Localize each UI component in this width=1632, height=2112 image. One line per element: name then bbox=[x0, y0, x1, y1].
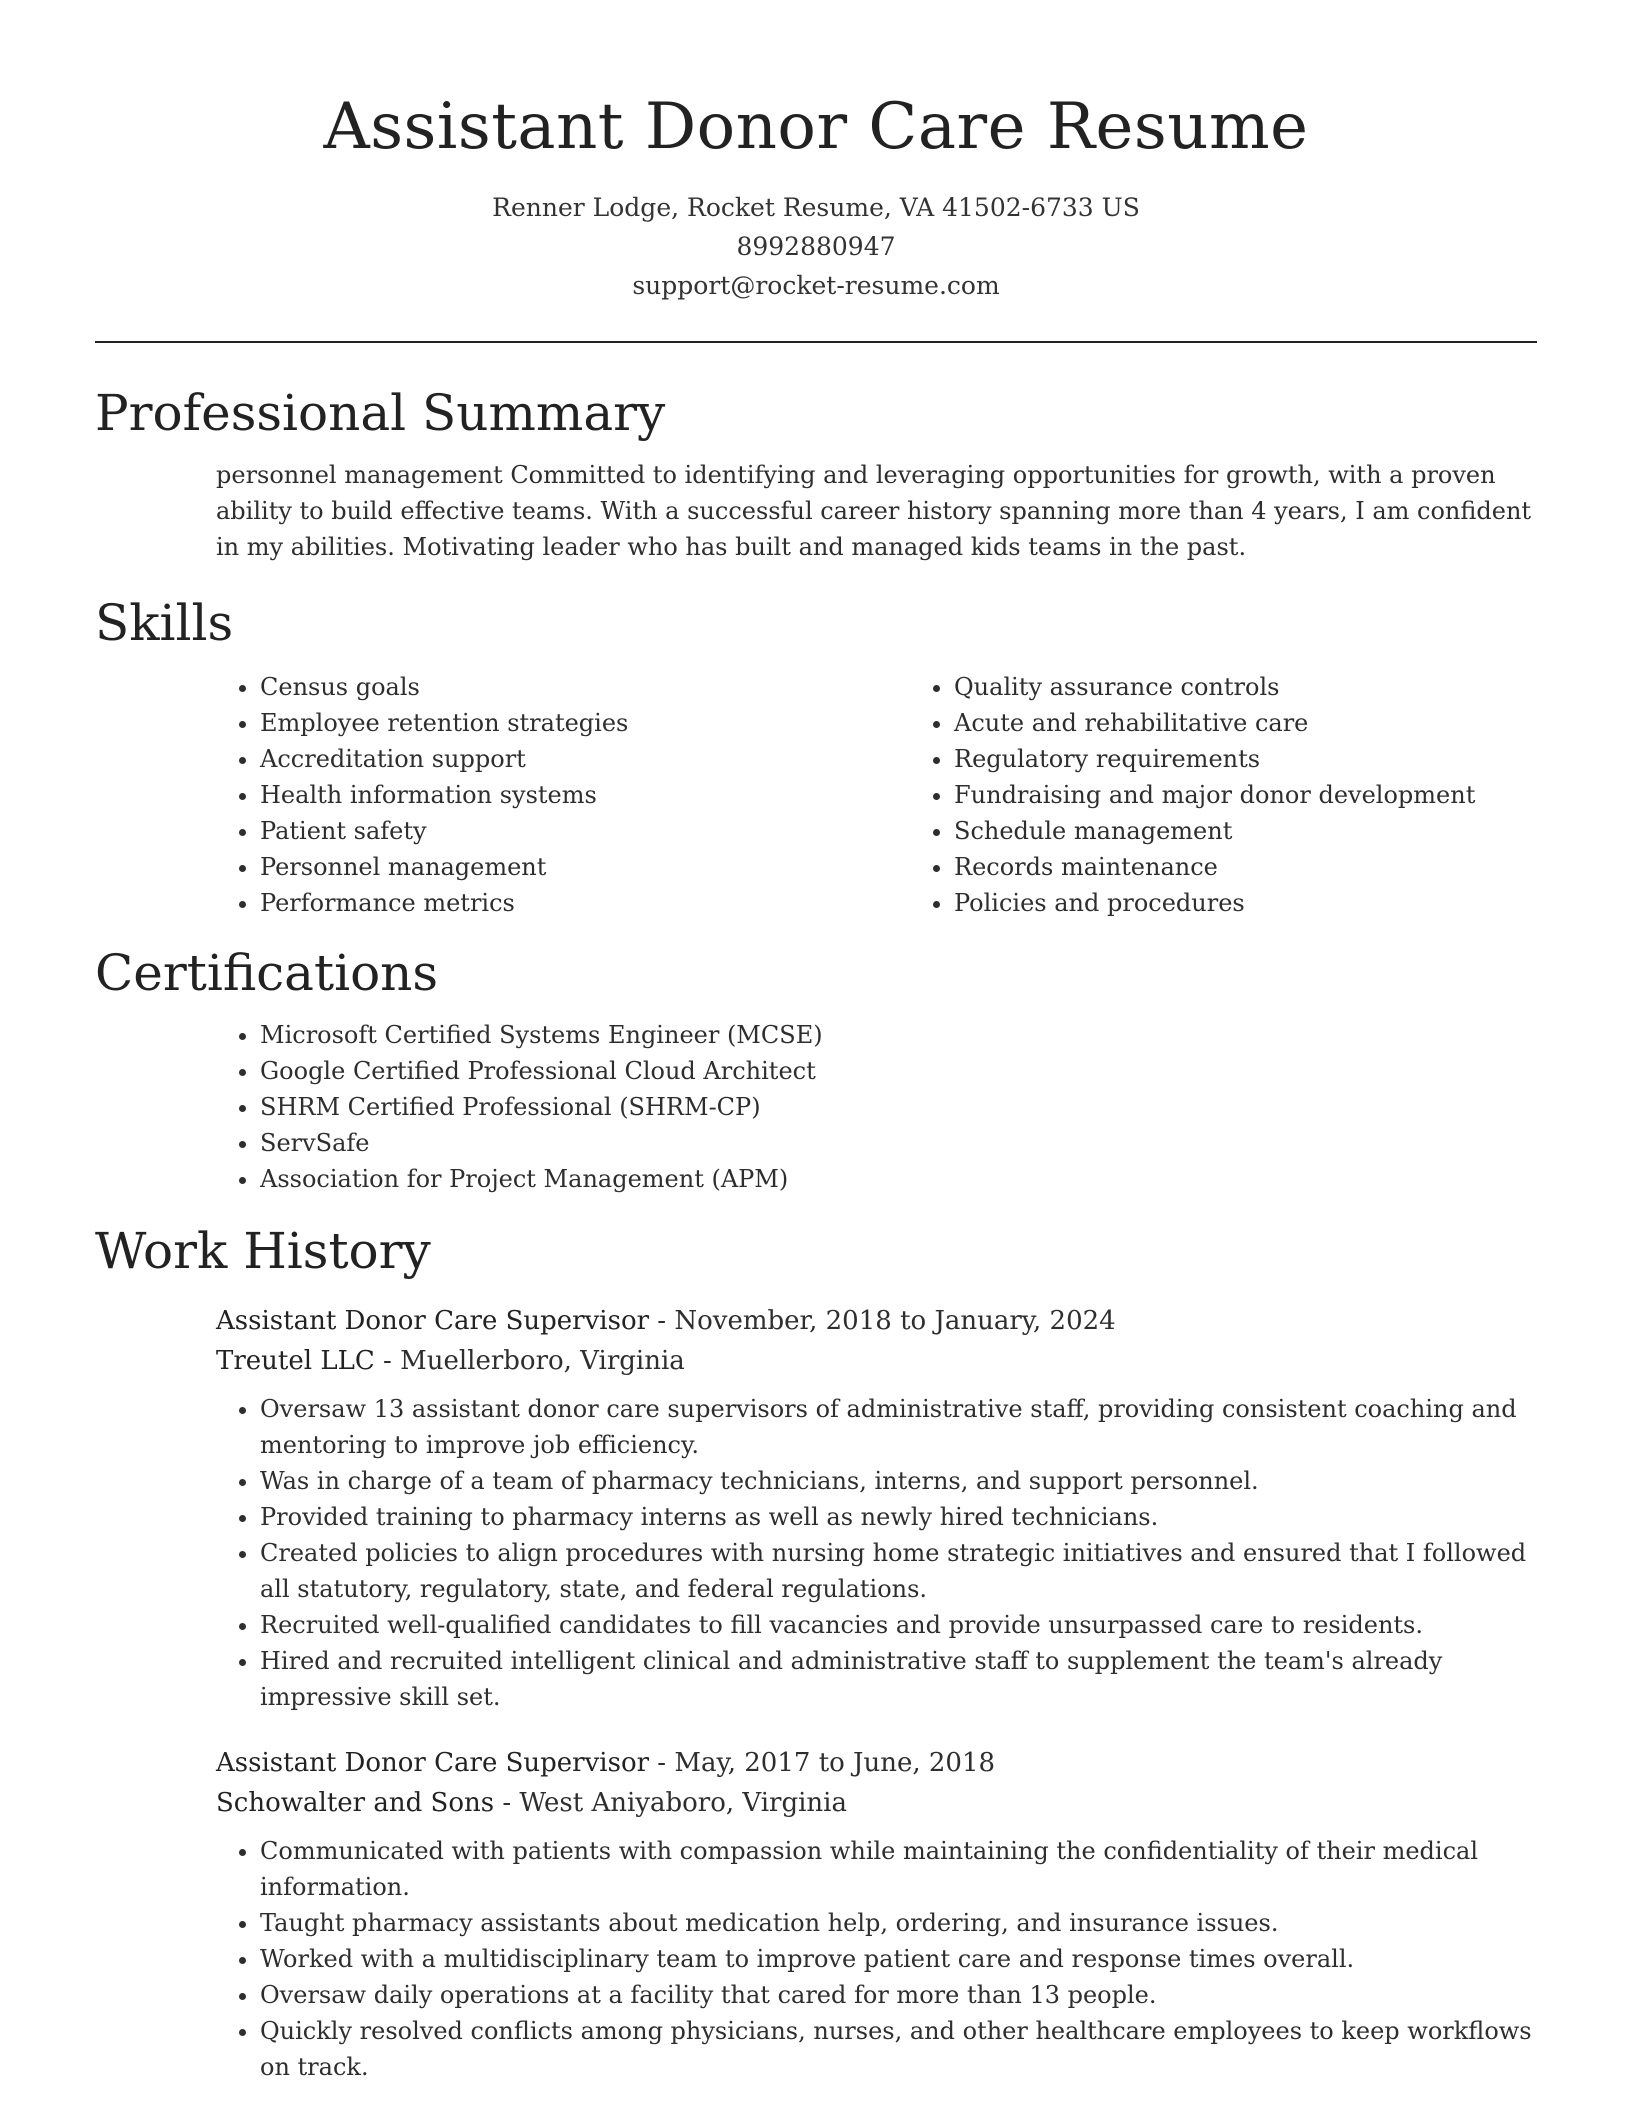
contact-email: support@rocket-resume.com bbox=[632, 271, 1000, 300]
summary-heading: Professional Summary bbox=[95, 384, 666, 442]
job-separator: - bbox=[649, 1748, 675, 1778]
job-title-line bbox=[216, 1743, 1537, 1783]
skills-heading: Skills bbox=[95, 594, 234, 652]
skills-list-right bbox=[910, 669, 1537, 921]
job-bullet: • Created policies to align procedures with nursing home strategic initiatives and ensured that I followed all statutory, regulatory, state, and federal regulations. bbox=[260, 1535, 1537, 1607]
skills-section bbox=[95, 593, 1537, 921]
skills-list-left bbox=[216, 669, 910, 921]
summary-text: personnel management Committed to identifying and leveraging opportunities for growth, with a proven ability to build effective teams. With a successful career history spanning more than 4 years, I am confident in my abilities. Motivating leader who has built and managed kids teams in the past. bbox=[216, 461, 1532, 561]
certifications-list bbox=[216, 1017, 1537, 1197]
skill-item: • Fundraising and major donor development bbox=[954, 777, 1537, 813]
job-bullet: • Worked with a multidisciplinary team to improve patient care and response times overall. bbox=[260, 1941, 1537, 1977]
job-location: Muellerboro, Virginia bbox=[400, 1346, 685, 1376]
skill-item: • Regulatory requirements bbox=[954, 741, 1537, 777]
job-title-line bbox=[216, 1301, 1537, 1341]
job-bullet: • Was in charge of a team of pharmacy technicians, interns, and support personnel. bbox=[260, 1463, 1537, 1499]
skill-item: • Personnel management bbox=[260, 849, 910, 885]
job-dates: May, 2017 to June, 2018 bbox=[674, 1748, 996, 1778]
skill-item: • Health information systems bbox=[260, 777, 910, 813]
skill-item: • Acute and rehabilitative care bbox=[954, 705, 1537, 741]
summary-section bbox=[95, 383, 1537, 565]
job-entry bbox=[216, 1301, 1537, 1715]
job-title: Assistant Donor Care Supervisor bbox=[216, 1748, 650, 1778]
certifications-heading: Certifications bbox=[95, 944, 439, 1002]
work-history-section bbox=[95, 1221, 1537, 2085]
job-company: Schowalter and Sons bbox=[216, 1788, 495, 1818]
job-bullet: • Recruited well-qualified candidates to fill vacancies and provide unsurpassed care to residents. bbox=[260, 1607, 1537, 1643]
certifications-section bbox=[95, 943, 1537, 1197]
contact-address: Renner Lodge, Rocket Resume, VA 41502-6733 US bbox=[492, 193, 1140, 222]
job-title: Assistant Donor Care Supervisor bbox=[216, 1306, 650, 1336]
job-bullets bbox=[216, 1833, 1537, 2085]
job-dates: November, 2018 to January, 2024 bbox=[674, 1306, 1116, 1336]
job-location: West Aniyaboro, Virginia bbox=[519, 1788, 847, 1818]
job-bullet: • Communicated with patients with compassion while maintaining the confidentiality of their medical information. bbox=[260, 1833, 1537, 1905]
skill-item: • Policies and procedures bbox=[954, 885, 1537, 921]
job-bullet: • Oversaw daily operations at a facility that cared for more than 13 people. bbox=[260, 1977, 1537, 2013]
certification-item: • Google Certified Professional Cloud Architect bbox=[260, 1053, 1537, 1089]
skill-item: • Quality assurance controls bbox=[954, 669, 1537, 705]
job-bullets bbox=[216, 1391, 1537, 1715]
job-bullet: • Hired and recruited intelligent clinical and administrative staff to supplement the team's already impressive skill set. bbox=[260, 1643, 1537, 1715]
header-divider bbox=[95, 341, 1537, 343]
skill-item: • Accreditation support bbox=[260, 741, 910, 777]
skills-grid bbox=[216, 669, 1537, 921]
skill-item: • Census goals bbox=[260, 669, 910, 705]
job-entry bbox=[216, 1743, 1537, 2085]
job-bullet: • Quickly resolved conflicts among physicians, nurses, and other healthcare employees to keep workflows on track. bbox=[260, 2013, 1537, 2085]
contact-block bbox=[95, 188, 1537, 305]
job-company-line bbox=[216, 1341, 1537, 1381]
job-bullet: • Provided training to pharmacy interns as well as newly hired technicians. bbox=[260, 1499, 1537, 1535]
certification-item: • Association for Project Management (APM) bbox=[260, 1161, 1537, 1197]
job-company-line bbox=[216, 1783, 1537, 1823]
work-history-heading: Work History bbox=[95, 1222, 431, 1280]
skill-item: • Records maintenance bbox=[954, 849, 1537, 885]
certification-item: • Microsoft Certified Systems Engineer (MCSE) bbox=[260, 1017, 1537, 1053]
contact-phone: 8992880947 bbox=[736, 232, 896, 261]
job-separator: - bbox=[649, 1306, 675, 1336]
skill-item: • Employee retention strategies bbox=[260, 705, 910, 741]
job-separator: - bbox=[374, 1346, 401, 1376]
skill-item: • Performance metrics bbox=[260, 885, 910, 921]
skill-item: • Patient safety bbox=[260, 813, 910, 849]
job-bullet: • Taught pharmacy assistants about medication help, ordering, and insurance issues. bbox=[260, 1905, 1537, 1941]
job-separator: - bbox=[494, 1788, 520, 1818]
resume-title: Assistant Donor Care Resume bbox=[323, 90, 1309, 164]
job-company: Treutel LLC bbox=[216, 1346, 375, 1376]
certification-item: • ServSafe bbox=[260, 1125, 1537, 1161]
job-bullet: • Oversaw 13 assistant donor care supervisors of administrative staff, providing consistent coaching and mentoring to improve job efficiency. bbox=[260, 1391, 1537, 1463]
skill-item: • Schedule management bbox=[954, 813, 1537, 849]
certification-item: • SHRM Certified Professional (SHRM-CP) bbox=[260, 1089, 1537, 1125]
